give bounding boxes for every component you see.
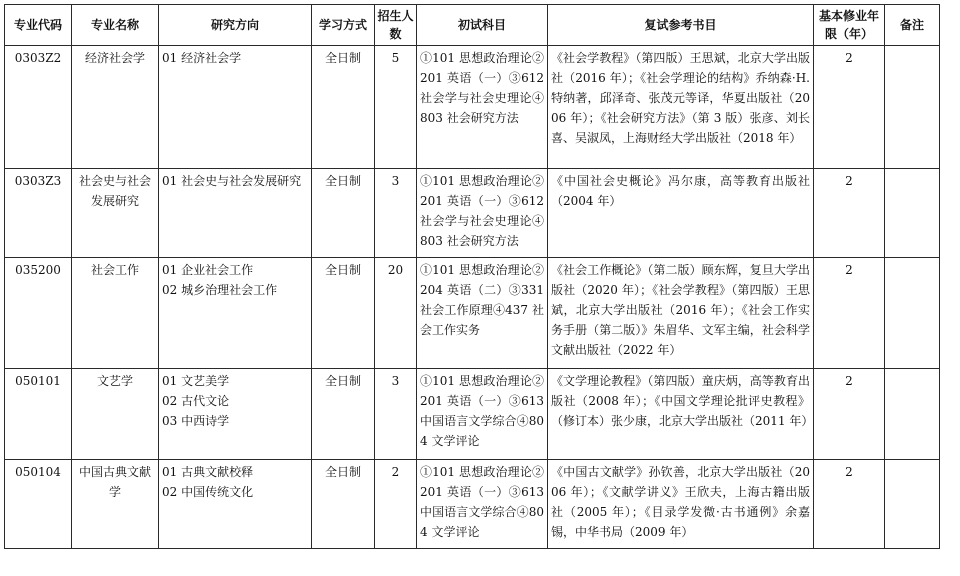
header-enroll: 招生人数	[375, 5, 417, 46]
cell-mode: 全日制	[312, 169, 375, 258]
cell-major: 中国古典文献学	[72, 460, 159, 549]
cell-books: 《社会工作概论》（第二版）顾东辉，复旦大学出版社（2020 年）；《社会学教程》（第四版）王思斌，北京大学出版社（2016 年）；《社会工作实务手册（第二版）》朱眉华、文军主编，社会科学文献出版社（2022 年）	[548, 258, 814, 369]
direction-item: 01 文艺美学	[162, 374, 230, 388]
cell-books: 《社会学教程》（第四版）王思斌，北京大学出版社（2016 年）；《社会学理论的结构》乔纳森·H. 特纳著，邱泽奇、张茂元等译，华夏出版社（2006 年）；《社会研究方法》（第 3 版）张彦、刘长喜、吴淑凤，上海财经大学出版社（2018 年）	[548, 46, 814, 169]
cell-mode: 全日制	[312, 369, 375, 460]
table-row	[5, 460, 940, 549]
header-books: 复试参考书目	[548, 5, 814, 46]
cell-exam: ①101 思想政治理论②201 英语（一）③613 中国语言文学综合④804 文学评论	[417, 460, 548, 549]
cell-mode: 全日制	[312, 46, 375, 169]
header-note: 备注	[885, 5, 940, 46]
cell-books: 《中国社会史概论》冯尔康，高等教育出版社（2004 年）	[548, 169, 814, 258]
header-major: 专业名称	[72, 5, 159, 46]
cell-enroll: 2	[375, 460, 417, 549]
header-mode: 学习方式	[312, 5, 375, 46]
cell-books: 《文学理论教程》（第四版）童庆炳，高等教育出版社（2008 年）；《中国文学理论批评史教程》（修订本）张少康，北京大学出版社（2011 年）	[548, 369, 814, 460]
program-table	[4, 4, 940, 549]
program-table-container	[4, 4, 940, 549]
cell-direction	[159, 258, 312, 369]
cell-enroll: 3	[375, 369, 417, 460]
cell-exam: ①101 思想政治理论②204 英语（二）③331 社会工作原理④437 社会工作实务	[417, 258, 548, 369]
cell-direction	[159, 460, 312, 549]
cell-years: 2	[814, 46, 885, 169]
cell-exam: ①101 思想政治理论②201 英语（一）③613 中国语言文学综合④804 文学评论	[417, 369, 548, 460]
cell-code: 0303Z2	[5, 46, 72, 169]
cell-code: 0303Z3	[5, 169, 72, 258]
direction-item: 01 经济社会学	[162, 51, 242, 65]
direction-item: 01 企业社会工作	[162, 263, 254, 277]
cell-major: 社会史与社会发展研究	[72, 169, 159, 258]
table-row	[5, 258, 940, 369]
cell-note	[885, 258, 940, 369]
cell-major: 经济社会学	[72, 46, 159, 169]
cell-direction	[159, 169, 312, 258]
cell-exam: ①101 思想政治理论②201 英语（一）③612 社会学与社会史理论④803 社会研究方法	[417, 169, 548, 258]
cell-years: 2	[814, 460, 885, 549]
cell-note	[885, 46, 940, 169]
cell-code: 050101	[5, 369, 72, 460]
header-exam: 初试科目	[417, 5, 548, 46]
cell-exam: ①101 思想政治理论②201 英语（一）③612 社会学与社会史理论④803 社会研究方法	[417, 46, 548, 169]
cell-years: 2	[814, 169, 885, 258]
cell-note	[885, 460, 940, 549]
cell-code: 050104	[5, 460, 72, 549]
cell-years: 2	[814, 369, 885, 460]
cell-note	[885, 169, 940, 258]
header-direction: 研究方向	[159, 5, 312, 46]
cell-major: 社会工作	[72, 258, 159, 369]
table-row	[5, 169, 940, 258]
cell-mode: 全日制	[312, 460, 375, 549]
direction-item: 02 中国传统文化	[162, 485, 254, 499]
cell-years: 2	[814, 258, 885, 369]
header-code: 专业代码	[5, 5, 72, 46]
cell-direction	[159, 369, 312, 460]
direction-item: 02 城乡治理社会工作	[162, 283, 278, 297]
table-row	[5, 46, 940, 169]
cell-note	[885, 369, 940, 460]
direction-item: 01 社会史与社会发展研究	[162, 174, 302, 188]
cell-enroll: 3	[375, 169, 417, 258]
header-years: 基本修业年限（年）	[814, 5, 885, 46]
direction-item: 03 中西诗学	[162, 414, 230, 428]
table-row	[5, 369, 940, 460]
header-row	[5, 5, 940, 46]
cell-direction	[159, 46, 312, 169]
cell-mode: 全日制	[312, 258, 375, 369]
cell-enroll: 20	[375, 258, 417, 369]
cell-enroll: 5	[375, 46, 417, 169]
cell-books: 《中国古文献学》孙钦善，北京大学出版社（2006 年）；《文献学讲义》王欣夫，上海古籍出版社（2005 年）；《目录学发微·古书通例》余嘉锡，中华书局（2009 年）	[548, 460, 814, 549]
direction-item: 02 古代文论	[162, 394, 230, 408]
direction-item: 01 古典文献校释	[162, 465, 254, 479]
cell-major: 文艺学	[72, 369, 159, 460]
cell-code: 035200	[5, 258, 72, 369]
